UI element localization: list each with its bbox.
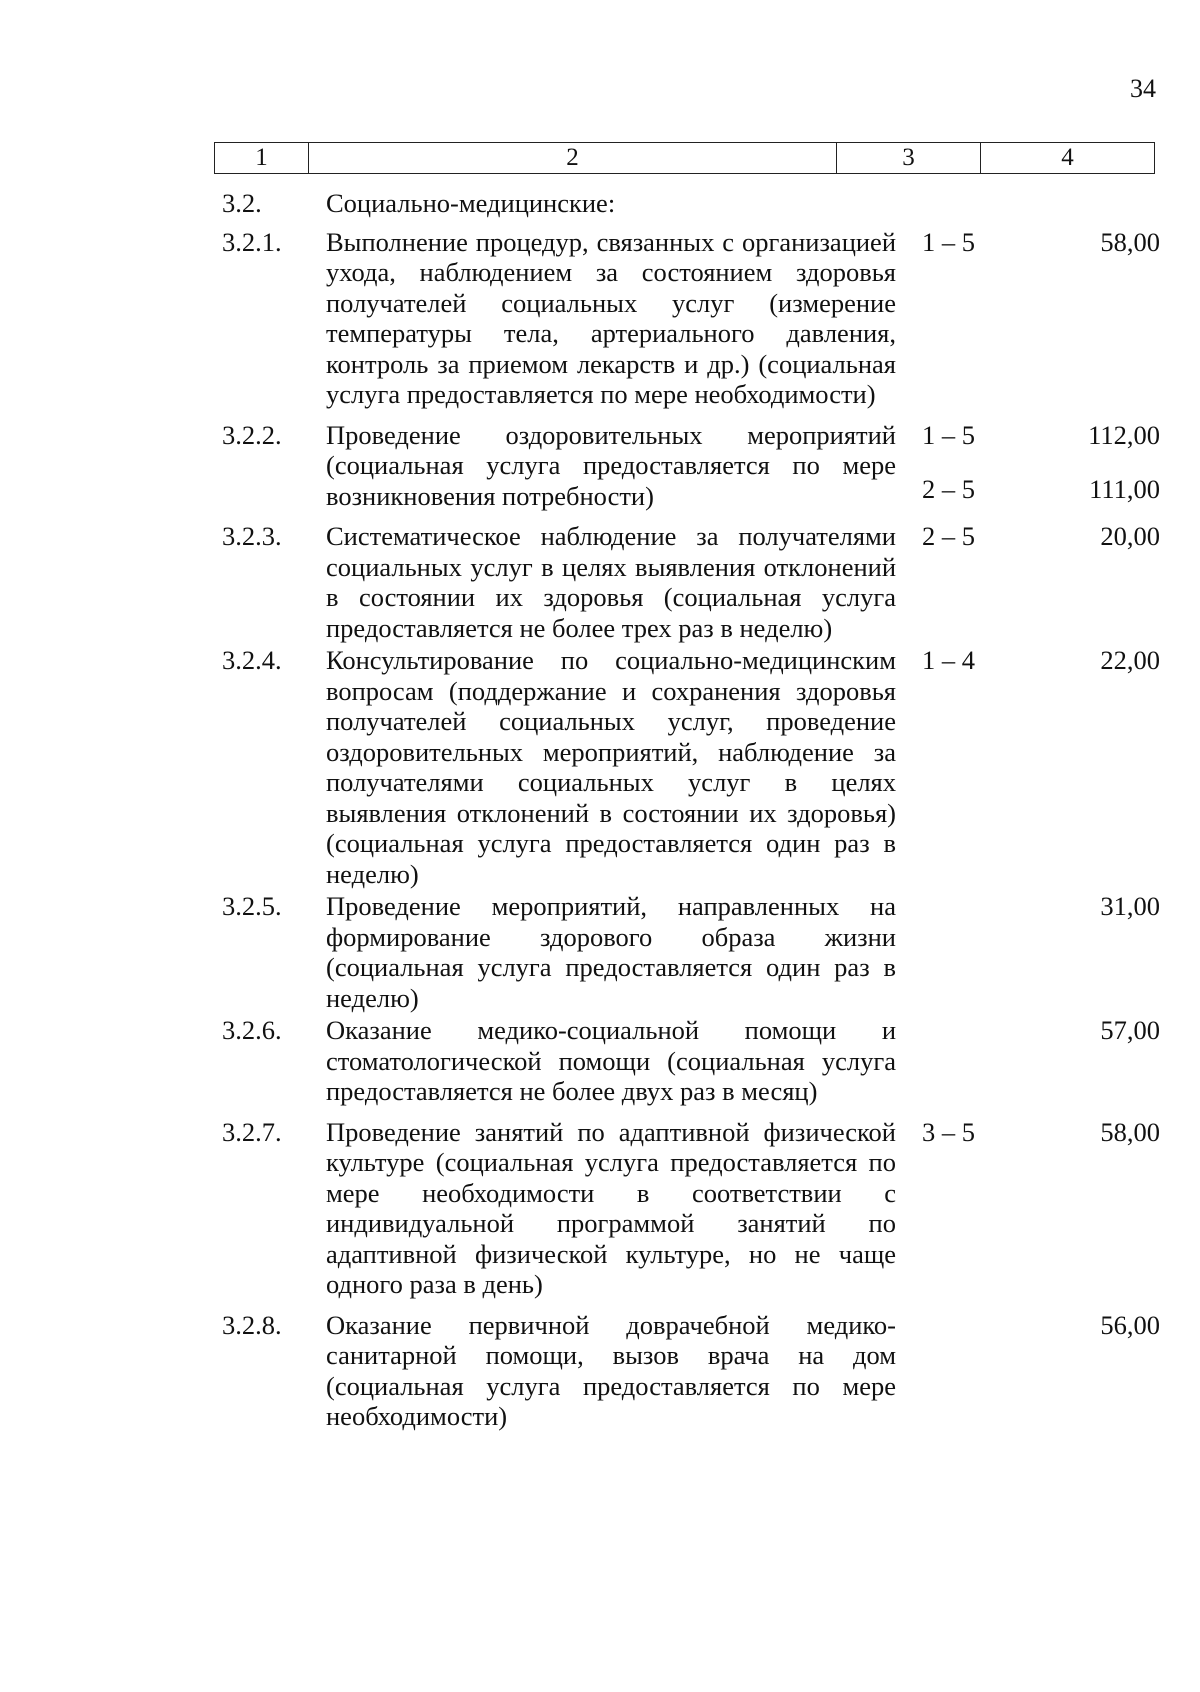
table-row [222, 188, 1160, 219]
code-value: 3 – 5 [922, 1116, 975, 1147]
price-value-secondary: 111,00 [1089, 474, 1160, 504]
row-number: 3.2.6. [222, 1015, 282, 1045]
row-number: 3.2.5. [222, 891, 282, 921]
table-row [222, 1310, 1160, 1432]
code-value: 1 – 5 [922, 226, 975, 257]
code-value: 1 – 5 [922, 419, 975, 450]
row-number: 3.2.4. [222, 645, 282, 675]
price-value: 56,00 [1100, 1309, 1160, 1340]
column-header-4: 4 [981, 143, 1155, 174]
page-number: 34 [1130, 74, 1156, 103]
row-description: Проведение оздоровительных мероприятий (социальная услуга предоставляется по мере возникновения потребности) [326, 419, 896, 511]
table-row [222, 420, 1160, 512]
row-number: 3.2.1. [222, 226, 282, 257]
row-code [922, 420, 1022, 505]
table-row [222, 227, 1160, 410]
row-description: Консультирование по социально-медицинским вопросам (поддержание и сохранения здоровья получателей социальных услуг, проведение оздоровительных мероприятий, наблюдение за получателями социальных услуг в целях выявления отклонений в состоянии их здоровья) (социальная услуга предоставляется один раз в неделю) [326, 645, 896, 889]
code-value-secondary: 2 – 5 [922, 474, 975, 504]
table-row [222, 521, 1160, 643]
table-row [222, 1015, 1160, 1107]
price-value: 58,00 [1100, 1116, 1160, 1147]
row-code [922, 227, 1022, 258]
price-value: 57,00 [1100, 1015, 1160, 1045]
row-number: 3.2. [222, 188, 262, 218]
column-header-3: 3 [837, 143, 981, 174]
row-number: 3.2.8. [222, 1309, 282, 1340]
row-code [922, 1117, 1022, 1148]
services-list [222, 188, 1160, 1432]
row-price [1020, 1117, 1160, 1148]
column-header-row [215, 143, 1155, 174]
price-value: 112,00 [1088, 419, 1160, 450]
column-header-2: 2 [309, 143, 837, 174]
price-value: 20,00 [1100, 521, 1160, 551]
row-code [922, 521, 1022, 552]
row-number: 3.2.7. [222, 1116, 282, 1147]
table-row [222, 645, 1160, 889]
row-number: 3.2.2. [222, 419, 282, 450]
row-code [922, 645, 1022, 676]
column-header-1: 1 [215, 143, 309, 174]
row-description: Проведение занятий по адаптивной физической культуре (социальная услуга предоставляется по мере необходимости в соответствии с индивидуальной программой занятий по адаптивной физической культуре, но не чаще одного раза в день) [326, 1116, 896, 1299]
row-price [1020, 227, 1160, 258]
row-description: Проведение мероприятий, направленных на формирование здорового образа жизни (социальная услуга предоставляется один раз в неделю) [326, 891, 896, 1013]
table-row [222, 891, 1160, 1013]
code-value: 2 – 5 [922, 521, 975, 551]
row-description: Оказание первичной доврачебной медико-санитарной помощи, вызов врача на дом (социальная услуга предоставляется по мере необходимости) [326, 1309, 896, 1431]
row-price [1020, 891, 1160, 922]
table-row [222, 1117, 1160, 1300]
price-value: 22,00 [1100, 645, 1160, 675]
row-description: Систематическое наблюдение за получателями социальных услуг в целях выявления отклонений в состоянии их здоровья (социальная услуга предоставляется не более трех раз в неделю) [326, 521, 896, 643]
price-value: 31,00 [1100, 891, 1160, 921]
row-price [1020, 420, 1160, 505]
row-price [1020, 1015, 1160, 1046]
row-price [1020, 645, 1160, 676]
code-value: 1 – 4 [922, 645, 975, 675]
column-header-table [214, 142, 1155, 174]
row-price [1020, 521, 1160, 552]
row-price [1020, 1310, 1160, 1341]
price-value: 58,00 [1100, 226, 1160, 257]
row-description: Социально-медицинские: [326, 188, 616, 218]
row-description: Оказание медико-социальной помощи и стоматологической помощи (социальная услуга предоставляется не более двух раз в месяц) [326, 1015, 896, 1106]
row-description: Выполнение процедур, связанных с организацией ухода, наблюдением за состоянием здоровья получателей социальных услуг (измерение температуры тела, артериального давления, контроль за приемом лекарств и др.) (социальная услуга предоставляется по мере необходимости) [326, 226, 896, 409]
row-number: 3.2.3. [222, 521, 282, 551]
